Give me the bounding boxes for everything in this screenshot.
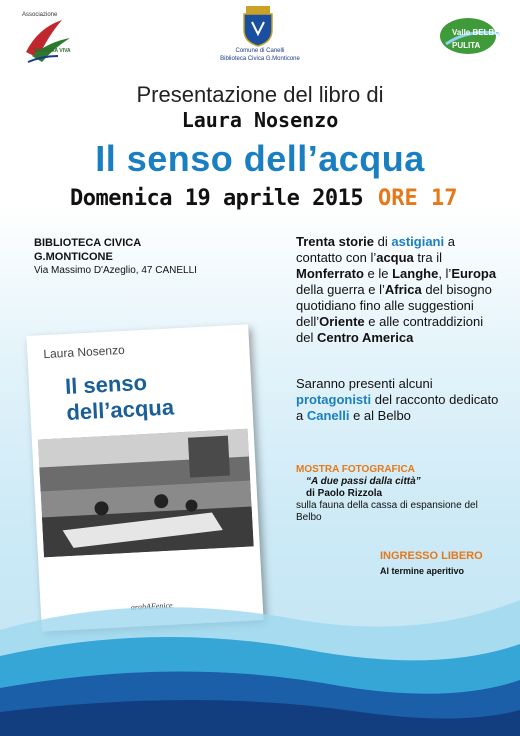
book-publisher: arabAFenice: [130, 600, 173, 612]
description-1-run: Oriente: [319, 314, 365, 329]
event-date: Domenica 19 aprile 2015: [70, 186, 364, 211]
mostra-author: di Paolo Rizzola: [306, 488, 383, 499]
mostra-desc: sulla fauna della cassa di espansione del Belbo: [296, 500, 478, 523]
event-time: ORE 17: [378, 186, 458, 211]
mostra-label: MOSTRA FOTOGRAFICA: [296, 464, 415, 475]
description-1-run: Langhe: [392, 266, 439, 281]
association-name: MEMORIA VIVA: [34, 48, 71, 54]
ingresso-libero: INGRESSO LIBERO: [380, 550, 483, 562]
description-1-run: Europa: [451, 266, 497, 281]
description-2-run: Saranno presenti alcuni: [296, 376, 433, 391]
description-1-run: a contatto con l’: [296, 234, 455, 265]
canelli-crest-icon: [238, 4, 278, 48]
description-1-run: astigiani: [391, 234, 445, 249]
valle-belbo-text: Valle BELBO PULITA: [452, 28, 501, 50]
biblioteca-label: Biblioteca Civica G.Monticone: [220, 56, 300, 62]
description-1-run: Trenta storie: [296, 234, 375, 249]
mostra-title: “A due passi dalla città”: [306, 476, 421, 487]
description-2-run: protagonisti: [296, 392, 372, 407]
description-1-run: Monferrato: [296, 266, 364, 281]
description-1-run: della guerra e l’: [296, 282, 385, 297]
mostra-block: [296, 464, 502, 524]
description-2-run: del racconto dedicato a: [296, 392, 499, 423]
description-1-run: di: [374, 234, 392, 249]
venue-line-1: BIBLIOTECA CIVICA: [34, 237, 142, 249]
book-cover-title-2: dell’acqua: [65, 394, 175, 426]
book-title: Il senso dell’acqua: [95, 138, 425, 179]
description-1-run: acqua: [376, 250, 414, 265]
presentation-intro: Presentazione del libro di: [136, 82, 384, 107]
venue-address: Via Massimo D'Azeglio, 47 CANELLI: [34, 265, 197, 276]
description-1-run: , l’: [438, 266, 452, 281]
description-1-run: Africa: [384, 282, 422, 297]
book-cover-author: Laura Nosenzo: [43, 342, 126, 362]
description-2-run: e al Belbo: [349, 408, 411, 423]
aperitivo-note: Al termine aperitivo: [380, 566, 465, 576]
comune-label: Comune di Canelli: [235, 48, 285, 54]
description-1-run: Centro America: [316, 330, 414, 345]
description-2-run: Canelli: [306, 408, 350, 423]
book-cover-title-1: Il senso: [64, 369, 148, 400]
description-1-run: del bisogno quotidiano fino alle suggestioni dell’: [296, 282, 492, 329]
description-1-run: e le: [363, 266, 393, 281]
author-name: Laura Nosenzo: [181, 108, 339, 132]
book-cover-photo: [38, 429, 254, 558]
description-paragraph-1: [296, 234, 502, 346]
description-1-run: tra il: [413, 250, 442, 265]
venue-block: [34, 236, 197, 278]
description-paragraph-2: [296, 376, 502, 424]
wave-decoration: [0, 560, 520, 736]
association-label: Associazione: [22, 12, 58, 18]
venue-line-2: G.MONTICONE: [34, 251, 113, 263]
description-1-run: e alle contraddizioni del: [296, 314, 484, 345]
